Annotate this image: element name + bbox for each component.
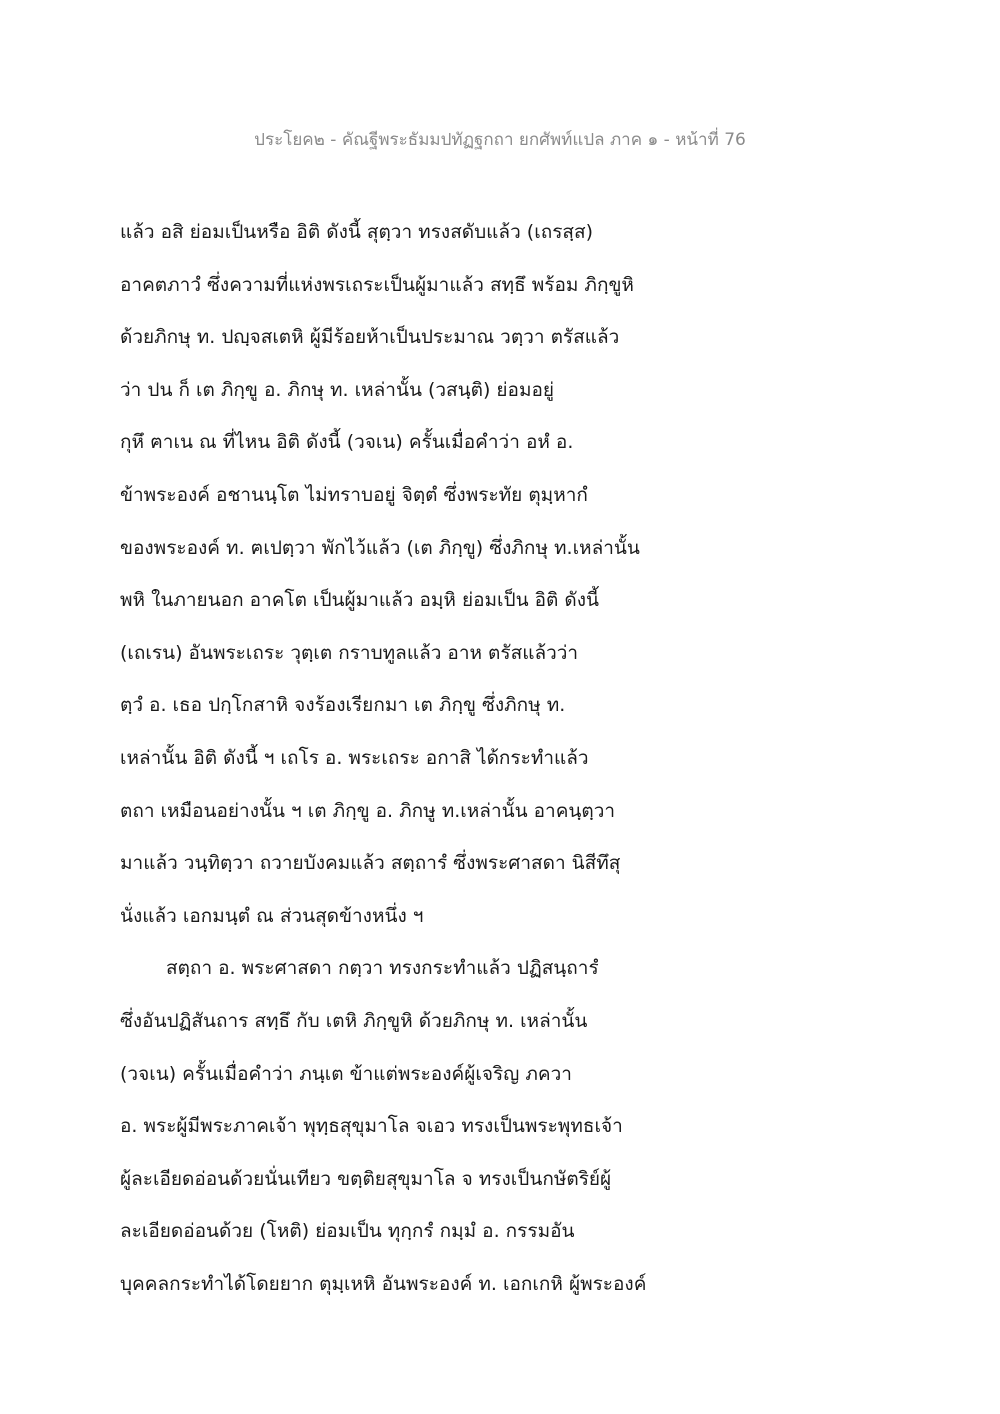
body-text <box>120 212 880 1316</box>
text-line: ตถา เหมือนอย่างนั้น ฯ เต ภิกฺขู อ. ภิกษู ท.เหล่านั้น อาคนฺตฺวา <box>120 799 616 822</box>
text-line: ของพระองค์ ท. ฅเปตฺวา พักไว้แล้ว (เต ภิกฺขู) ซึ่งภิกษุ ท.เหล่านั้น <box>120 536 640 559</box>
text-line: ละเอียดอ่อนด้วย (โหติ) ย่อมเป็น ทุกฺกรํ กมฺมํ อ. กรรมอัน <box>120 1220 575 1243</box>
text-line: นั่งแล้ว เอกมนฺตํ ณ ส่วนสุดข้างหนึ่ง ฯ <box>120 904 424 927</box>
text-line: กุหึ ฅาเน ณ ที่ไหน อิติ ดังนี้ (วจเน) ครั้นเมื่อคำว่า อหํ อ. <box>120 431 574 454</box>
text-line: ตฺวํ อ. เธอ ปกฺโกสาหิ จงร้องเรียกมา เต ภิกฺขู ซึ่งภิกษุ ท. <box>120 694 566 717</box>
text-line: ว่า ปน ก็ เต ภิกฺขู อ. ภิกษุ ท. เหล่านั้น (วสนฺติ) ย่อมอยู่ <box>120 378 555 401</box>
running-header: ประโยค๒ - คัณฐีพระธัมมปทัฏฐกถา ยกศัพท์แปล ภาค ๑ - หน้าที่ 76 <box>254 130 746 150</box>
paragraph-start-line: สตฺถา อ. พระศาสดา กตฺวา ทรงกระทำแล้ว ปฏิสนฺถารํ <box>166 957 599 980</box>
text-line: ซึ่งอันปฏิสันถาร สทฺธึ กับ เตหิ ภิกฺขูหิ ด้วยภิกษุ ท. เหล่านั้น <box>120 1009 588 1032</box>
text-line: (วจเน) ครั้นเมื่อคำว่า ภนฺเต ข้าแต่พระองค์ผู้เจริญ ภควา <box>120 1062 572 1085</box>
text-line: มาแล้ว วนฺทิตฺวา ถวายบังคมแล้ว สตฺถารํ ซึ่งพระศาสดา นิสีทึสุ <box>120 852 621 875</box>
text-line: ด้วยภิกษุ ท. ปญฺจสเตหิ ผู้มีร้อยห้าเป็นประมาณ วตฺวา ตรัสแล้ว <box>120 326 620 349</box>
text-line: แล้ว อสิ ย่อมเป็นหรือ อิติ ดังนี้ สุตฺวา ทรงสดับแล้ว (เถรสฺส) <box>120 221 594 243</box>
text-line: ข้าพระองค์ อชานนฺโต ไม่ทราบอยู่ จิตฺตํ ซึ่งพระทัย ตุมฺหากํ <box>120 483 588 506</box>
text-line: อ. พระผู้มีพระภาคเจ้า พุทฺธสุขุมาโล จเอว ทรงเป็นพระพุทธเจ้า <box>120 1115 623 1138</box>
text-line: อาคตภาวํ ซึ่งความที่แห่งพรเถระเป็นผู้มาแล้ว สทฺธึ พร้อม ภิกฺขูหิ <box>120 273 634 296</box>
text-line: ผู้ละเอียดอ่อนด้วยนั่นเทียว ขตฺติยสุขุมาโล จ ทรงเป็นกษัตริย์ผู้ <box>120 1167 612 1190</box>
text-line: เหล่านั้น อิติ ดังนี้ ฯ เถโร อ. พระเถระ อกาสิ ได้กระทำแล้ว <box>120 746 589 769</box>
text-line: บุคคลกระทำได้โดยยาก ตุมฺเหหิ อันพระองค์ ท. เอกเกหิ ผู้พระองค์ <box>120 1272 647 1295</box>
text-line: (เถเรน) อันพระเถระ วุตฺเต กราบทูลแล้ว อาห ตรัสแล้วว่า <box>120 641 579 664</box>
text-line: พหิ ในภายนอก อาคโต เป็นผู้มาแล้ว อมฺหิ ย่อมเป็น อิติ ดังนี้ <box>120 589 600 612</box>
